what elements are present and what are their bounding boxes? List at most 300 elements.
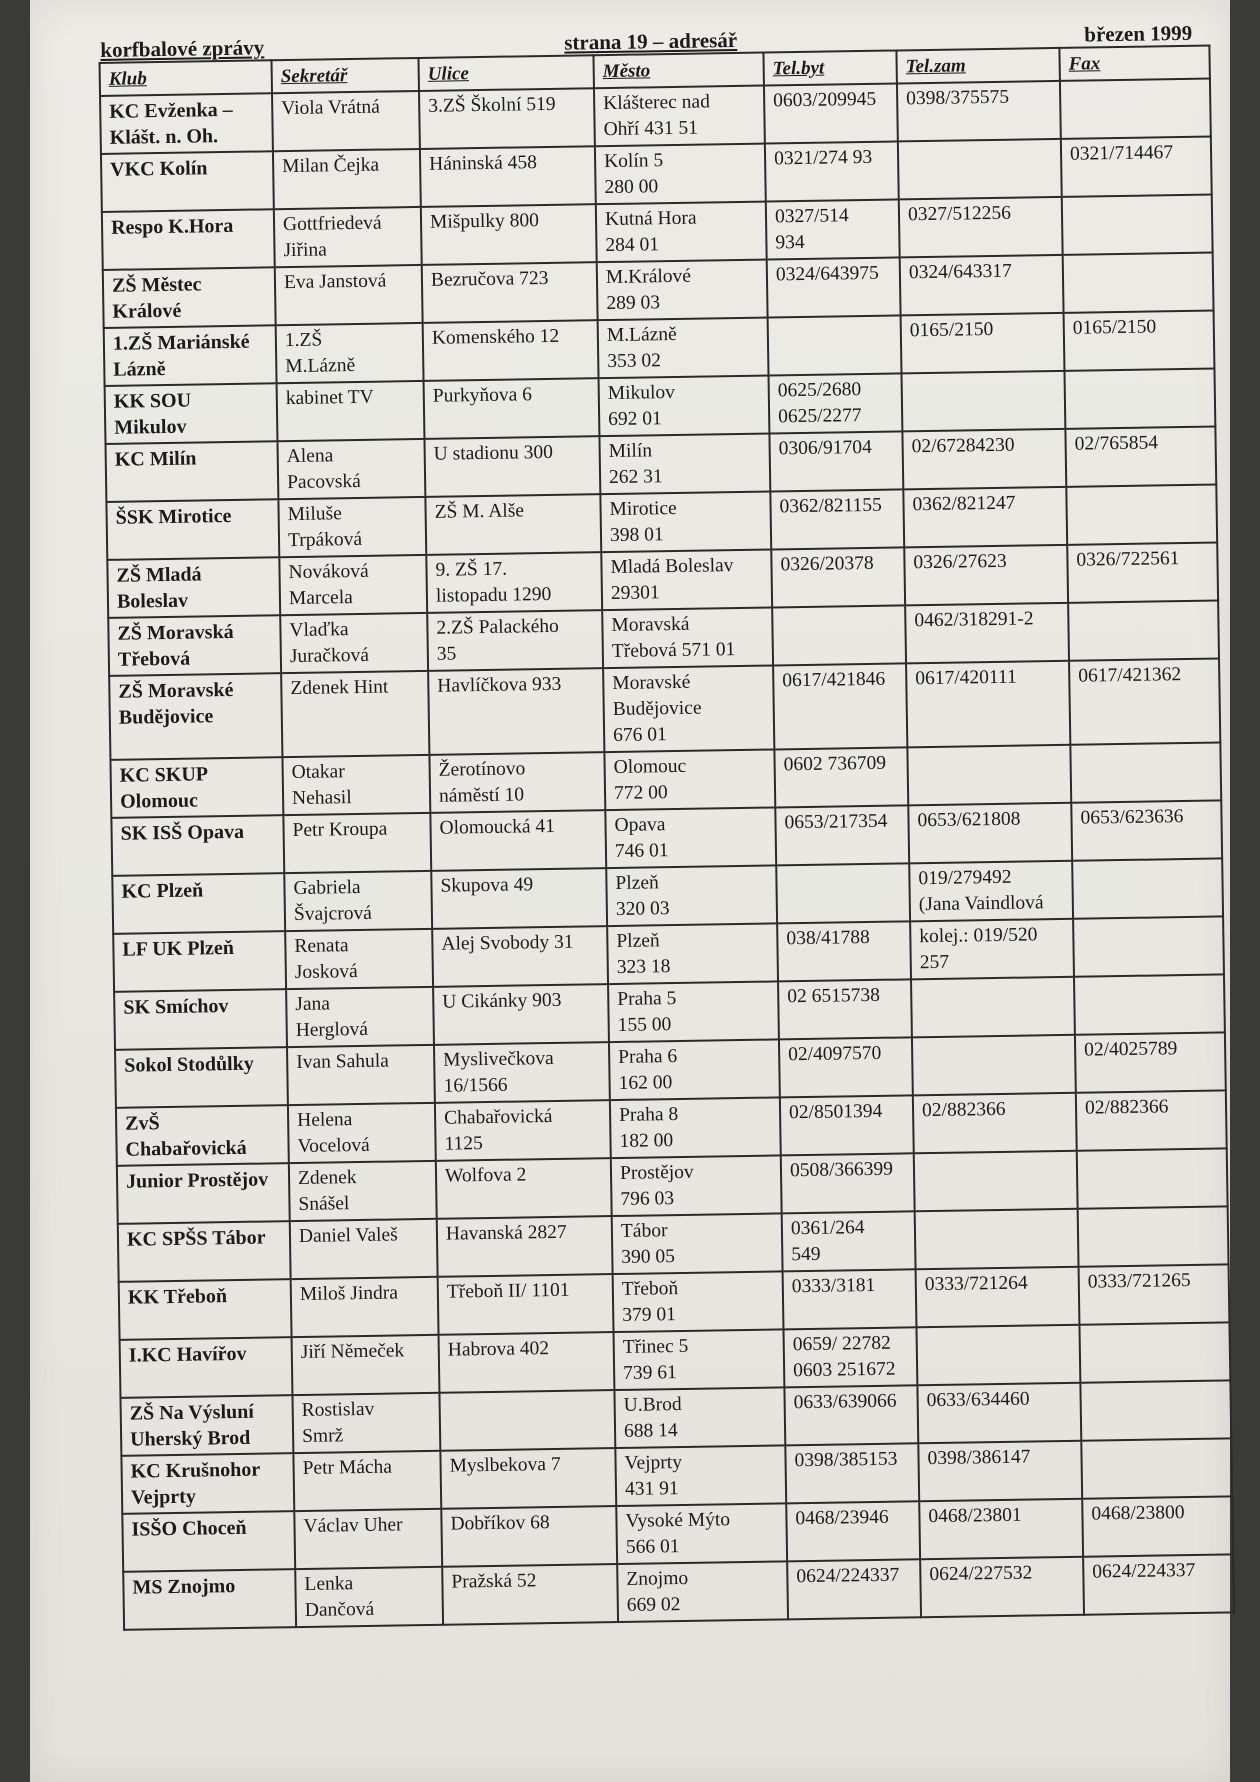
secretary-cell-line: Jiří Němeček <box>300 1340 405 1363</box>
club-cell <box>122 1511 295 1572</box>
tel-home-cell <box>765 141 899 201</box>
city-cell <box>604 749 775 810</box>
street-cell-line: 9. ZŠ 17. <box>435 558 508 581</box>
tel-work-cell-line: 0398/375575 <box>906 86 1010 110</box>
city-cell-line: Klášterec nad <box>603 91 711 115</box>
secretary-cell-line: Gabriela <box>293 876 361 900</box>
fax-cell <box>1079 1264 1230 1324</box>
tel-home-cell <box>769 373 903 433</box>
club-cell-line: ZŠ Mladá <box>116 563 202 587</box>
club-cell <box>109 673 282 760</box>
city-cell-line: Moravská <box>611 613 690 637</box>
club-cell-line: KC SPŠS Tábor <box>126 1226 266 1251</box>
secretary-cell-line: Marcela <box>288 587 353 610</box>
tel-work-cell <box>911 977 1075 1038</box>
tel-work-cell-line: 257 <box>919 951 950 974</box>
city-cell-line: 155 00 <box>617 1014 672 1036</box>
club-cell <box>118 1221 291 1282</box>
club-cell-line: KK SOU <box>113 389 192 413</box>
street-cell-line: Wolfova 2 <box>444 1164 527 1187</box>
secretary-cell <box>272 91 420 151</box>
club-cell <box>120 1337 293 1398</box>
city-cell-line: 323 18 <box>616 956 671 978</box>
city-cell-line: 289 03 <box>606 292 661 315</box>
secretary-cell-line: Zdenek <box>297 1167 357 1189</box>
tel-work-cell-line: 0333/721264 <box>924 1272 1028 1296</box>
tel-home-cell <box>773 663 907 749</box>
tel-home-cell-line: 0398/385153 <box>794 1448 898 1472</box>
tel-work-cell <box>901 313 1065 374</box>
tel-work-cell-line: 0324/643317 <box>908 260 1012 284</box>
club-cell-line: ISŠO Choceň <box>131 1516 247 1541</box>
city-cell-line: 390 05 <box>621 1246 676 1268</box>
secretary-cell-line: Švajcrová <box>293 902 373 926</box>
secretary-cell <box>288 1103 436 1163</box>
city-cell-line: 29301 <box>610 582 660 605</box>
city-cell <box>613 1271 784 1332</box>
fax-cell <box>1076 1090 1227 1150</box>
street-cell <box>434 1042 610 1103</box>
tel-work-cell-line: 02/882366 <box>921 1098 1006 1122</box>
city-cell-line: Mikulov <box>607 381 676 405</box>
fax-cell <box>1079 1322 1230 1382</box>
street-cell-line: Purkyňova 6 <box>432 384 533 407</box>
tel-home-cell-line: 0508/366399 <box>789 1158 894 1182</box>
street-cell-line: U Cikánky 903 <box>442 989 562 1013</box>
street-cell-line: ZŠ M. Alše <box>434 500 525 523</box>
street-cell <box>419 88 595 149</box>
street-cell-line: náměstí 10 <box>438 784 525 807</box>
street-cell <box>426 552 602 613</box>
club-cell-line: Sokol Stodůlky <box>124 1052 254 1077</box>
club-cell-line: KC Milín <box>114 447 197 471</box>
city-cell-line: Moravské <box>612 671 691 695</box>
street-cell-line: Myslbekova 7 <box>449 1453 561 1477</box>
fax-cell <box>1074 974 1225 1034</box>
tel-home-cell <box>786 1501 920 1561</box>
tel-home-cell <box>779 1037 913 1097</box>
city-cell-line: Tábor <box>620 1220 668 1242</box>
city-cell-line: 796 03 <box>620 1188 675 1210</box>
street-cell <box>439 1332 615 1393</box>
secretary-cell-line: Trpáková <box>287 528 363 552</box>
street-cell-line: Havanská 2827 <box>445 1221 567 1245</box>
tel-work-cell-line: 0165/2150 <box>909 318 994 342</box>
tel-work-cell-line: 0398/386147 <box>927 1446 1031 1470</box>
club-cell <box>102 209 275 270</box>
issue-date: březen 1999 <box>1084 20 1193 47</box>
secretary-cell <box>279 555 427 615</box>
city-cell <box>595 144 766 205</box>
secretary-cell <box>280 613 428 673</box>
street-cell <box>428 668 604 755</box>
secretary-cell-line: Václav Uher <box>303 1514 403 1537</box>
tel-work-cell-line: 019/279492 <box>918 866 1012 890</box>
city-cell-line: Plzeň <box>615 872 659 894</box>
club-cell-line: VKC Kolín <box>110 157 208 181</box>
club-cell <box>108 615 281 676</box>
secretary-cell <box>286 987 434 1047</box>
city-cell-line: Mirotice <box>609 497 677 521</box>
tel-home-cell-line: 0625/2277 <box>777 405 862 428</box>
city-cell-line: 320 03 <box>615 898 670 920</box>
fax-cell <box>1065 426 1216 486</box>
tel-work-cell-line: 0362/821247 <box>912 492 1016 516</box>
tel-work-cell-line: 0468/23801 <box>928 1504 1022 1528</box>
secretary-cell <box>277 439 425 499</box>
street-cell-line: Myslivečkova <box>443 1047 554 1071</box>
fax-cell <box>1068 600 1219 660</box>
city-cell-line: Praha 6 <box>618 1046 678 1068</box>
city-cell-line: 669 02 <box>626 1594 681 1616</box>
tel-home-cell-line: 0625/2680 <box>777 379 862 402</box>
tel-work-cell <box>919 1499 1083 1560</box>
street-cell-line: U stadionu 300 <box>433 441 554 465</box>
street-cell <box>421 204 597 265</box>
street-cell-line: 35 <box>436 643 457 665</box>
secretary-cell <box>278 497 426 557</box>
secretary-cell <box>273 149 421 209</box>
tel-home-cell-line: 038/41788 <box>786 926 870 950</box>
city-cell-line: 688 14 <box>623 1420 678 1442</box>
fax-cell-line: 0468/23800 <box>1091 1502 1185 1525</box>
tel-home-cell <box>783 1327 917 1387</box>
secretary-cell-line: Pacovská <box>286 470 361 494</box>
city-cell-line: 398 01 <box>609 524 664 547</box>
secretary-cell <box>276 323 424 383</box>
tel-home-cell <box>775 805 909 865</box>
city-cell <box>598 318 769 379</box>
street-cell <box>424 378 600 439</box>
club-cell-line: KK Třeboň <box>127 1285 228 1309</box>
city-cell <box>614 1387 785 1448</box>
secretary-cell-line: Milan Čejka <box>282 154 380 178</box>
club-cell-line: Chabařovická <box>125 1136 247 1161</box>
city-cell <box>612 1213 783 1274</box>
tel-home-cell-line: 934 <box>775 231 805 254</box>
street-cell <box>439 1390 615 1451</box>
city-cell-line: Vysoké Mýto <box>625 1509 731 1532</box>
fax-cell <box>1071 800 1222 860</box>
secretary-cell <box>292 1393 440 1453</box>
publication-title: korfbalové zprávy <box>100 35 265 62</box>
tel-home-cell-line: 0362/821155 <box>779 494 882 518</box>
street-cell <box>441 1506 617 1567</box>
city-cell <box>608 981 779 1042</box>
tel-home-cell <box>777 921 911 981</box>
city-cell-line: U.Brod <box>623 1394 682 1416</box>
city-cell-line: Ohří 431 51 <box>603 117 699 141</box>
fax-cell <box>1081 1438 1232 1498</box>
tel-work-cell-line: kolej.: 019/520 <box>919 924 1038 948</box>
tel-home-cell-line: 0333/3181 <box>791 1274 876 1298</box>
club-cell <box>110 757 283 818</box>
city-cell <box>597 260 768 321</box>
street-cell <box>435 1100 611 1161</box>
secretary-cell-line: Petr Kroupa <box>292 818 388 842</box>
tel-home-cell-line: 0468/23946 <box>795 1506 889 1530</box>
column-header-fax: Fax <box>1059 46 1209 81</box>
club-cell-line: ŠSK Mirotice <box>115 504 232 529</box>
club-cell <box>120 1395 293 1456</box>
street-cell-line: Havlíčkova 933 <box>437 673 562 697</box>
tel-home-cell <box>769 431 903 491</box>
tel-work-cell <box>910 919 1074 980</box>
secretary-cell-line: Juračková <box>289 644 370 668</box>
club-cell-line: ZvŠ <box>125 1112 160 1135</box>
city-cell-line: 182 00 <box>619 1130 674 1152</box>
city-cell <box>605 807 776 868</box>
club-cell-line: Králové <box>112 299 182 323</box>
secretary-cell-line: M.Lázně <box>285 355 356 378</box>
fax-cell-line: 0653/623636 <box>1080 806 1184 829</box>
tel-home-cell <box>764 83 898 143</box>
tel-home-cell-line: 02 6515738 <box>787 984 881 1008</box>
tel-work-cell <box>897 81 1061 142</box>
club-cell <box>123 1569 296 1630</box>
street-cell <box>427 610 603 671</box>
secretary-cell-line: Rostislav <box>301 1398 375 1421</box>
city-cell <box>610 1097 781 1158</box>
street-cell <box>431 868 607 929</box>
secretary-cell-line: Lenka <box>304 1573 354 1595</box>
tel-work-cell <box>916 1325 1080 1386</box>
city-cell-line: 162 00 <box>618 1072 673 1094</box>
tel-home-cell <box>768 315 902 375</box>
club-cell <box>117 1163 290 1224</box>
club-cell-line: Respo K.Hora <box>110 214 234 239</box>
table-body <box>100 79 1234 1630</box>
club-cell-line: Boleslav <box>116 589 189 613</box>
fax-cell-line: 02/4025789 <box>1083 1038 1178 1061</box>
club-cell-line: KC Plzeň <box>121 879 204 903</box>
secretary-cell <box>275 265 423 325</box>
street-cell-line: Alej Svobody 31 <box>441 931 574 955</box>
club-cell-line: Klášt. n. Oh. <box>109 125 219 149</box>
fax-cell-line: 0165/2150 <box>1072 316 1157 339</box>
tel-home-cell-line: 0633/639066 <box>793 1390 897 1414</box>
street-cell-line: Olomoucká 41 <box>439 815 556 839</box>
tel-work-cell-line: 0653/621808 <box>917 808 1021 832</box>
fax-cell-line: 0333/721265 <box>1087 1269 1191 1293</box>
city-cell-line: 431 91 <box>624 1478 679 1500</box>
tel-home-cell <box>780 1095 914 1155</box>
tel-work-cell <box>905 603 1069 664</box>
city-cell <box>602 607 773 668</box>
fax-cell <box>1060 79 1211 139</box>
secretary-cell-line: Helena <box>296 1109 353 1132</box>
tel-home-cell <box>771 547 905 607</box>
tel-home-cell-line: 0326/20378 <box>780 552 874 576</box>
street-cell <box>438 1274 614 1335</box>
club-cell-line: Junior Prostějov <box>125 1168 269 1193</box>
street-cell <box>442 1564 618 1625</box>
tel-work-cell <box>912 1035 1076 1096</box>
fax-cell-line: 0624/224337 <box>1092 1559 1196 1583</box>
fax-cell <box>1070 742 1221 802</box>
fax-cell <box>1069 658 1220 744</box>
secretary-cell <box>287 1045 435 1105</box>
secretary-cell-line: Nováková <box>288 560 369 584</box>
city-cell-line: Prostějov <box>619 1161 694 1184</box>
street-cell <box>433 984 609 1045</box>
tel-home-cell-line: 0603/209945 <box>773 88 877 112</box>
city-cell-line: 280 00 <box>604 176 659 199</box>
secretary-cell-line: Alena <box>286 445 334 468</box>
fax-cell <box>1083 1554 1234 1614</box>
street-cell-line: Mišpulky 800 <box>429 210 540 233</box>
club-cell <box>103 267 276 328</box>
tel-home-cell <box>767 257 901 317</box>
tel-home-cell <box>766 199 900 259</box>
column-header-street: Ulice <box>418 55 593 91</box>
street-cell <box>420 146 596 207</box>
tel-work-cell <box>900 255 1064 316</box>
column-header-secretary: Sekretář <box>271 58 419 93</box>
street-cell-line: 16/1566 <box>443 1074 508 1097</box>
club-cell <box>105 383 278 444</box>
secretary-cell <box>284 871 432 931</box>
club-cell-line: ZŠ Na Výsluní <box>129 1400 255 1425</box>
tel-work-cell <box>920 1557 1084 1618</box>
fax-cell <box>1062 195 1213 255</box>
club-cell <box>115 1047 288 1108</box>
tel-work-cell-line: 0624/227532 <box>929 1562 1033 1586</box>
fax-cell <box>1072 858 1223 918</box>
city-cell-line: Milín <box>608 440 653 463</box>
tel-home-cell-line: 0624/224337 <box>796 1564 900 1588</box>
tel-work-cell <box>904 545 1068 606</box>
street-cell-line: listopadu 1290 <box>435 583 552 607</box>
street-cell-line: Pražská 52 <box>451 1570 537 1593</box>
street-cell <box>425 494 601 555</box>
street-cell-line: 2.ZŠ Palackého <box>436 615 559 639</box>
club-cell-line: Mikulov <box>114 415 187 439</box>
city-cell-line: Třinec 5 <box>622 1335 689 1358</box>
tel-work-cell <box>915 1209 1079 1270</box>
street-cell-line: Třeboň II/ 1101 <box>446 1279 570 1303</box>
tel-work-cell <box>906 661 1070 748</box>
street-cell-line: Komenského 12 <box>431 325 560 349</box>
fax-cell-line: 02/765854 <box>1074 432 1159 455</box>
secretary-cell-line: Viola Vrátná <box>281 96 380 120</box>
city-cell-line: Olomouc <box>613 755 687 778</box>
club-cell <box>121 1453 294 1514</box>
city-cell-line: Třebová 571 01 <box>611 639 736 663</box>
club-cell-line: KC Evženka – <box>109 98 233 123</box>
tel-home-cell <box>778 979 912 1039</box>
city-cell-line: Praha 5 <box>617 988 677 1010</box>
fax-cell <box>1082 1496 1233 1556</box>
tel-work-cell <box>917 1383 1081 1444</box>
secretary-cell-line: kabinet TV <box>285 386 374 410</box>
club-cell-line: ZŠ Městec <box>111 273 202 297</box>
city-cell <box>616 1503 787 1564</box>
secretary-cell-line: Jiřina <box>283 239 327 262</box>
tel-home-cell-line: 0327/514 <box>774 205 849 228</box>
city-cell-line: 746 01 <box>614 840 669 862</box>
street-cell-line: Bezručova 723 <box>430 267 549 291</box>
city-cell-line: Kutná Hora <box>604 207 697 231</box>
city-cell <box>617 1561 788 1622</box>
club-cell <box>112 873 285 934</box>
street-cell <box>424 436 600 497</box>
tel-work-cell-line: 0326/27623 <box>913 550 1007 574</box>
city-cell-line: Znojmo <box>626 1567 689 1590</box>
secretary-cell-line: 1.ZŠ <box>284 329 323 352</box>
city-cell-line: 284 01 <box>605 234 660 257</box>
city-cell-line: 379 01 <box>622 1304 677 1326</box>
club-cell-line: SK ISŠ Opava <box>120 820 245 845</box>
secretary-cell-line: Ivan Sahula <box>296 1050 390 1074</box>
city-cell-line: Plzeň <box>616 930 660 952</box>
street-cell-line: Skupova 49 <box>440 874 534 897</box>
tel-home-cell-line: 0324/643975 <box>775 262 880 286</box>
club-cell <box>113 931 286 992</box>
club-cell-line: LF UK Plzeň <box>122 936 235 961</box>
street-cell <box>437 1216 613 1277</box>
club-cell-line: MS Znojmo <box>132 1575 236 1599</box>
tel-work-cell-line: 02/67284230 <box>911 434 1015 458</box>
city-cell <box>611 1155 782 1216</box>
column-header-club: Klub <box>100 60 272 96</box>
secretary-cell <box>292 1335 440 1395</box>
tel-work-cell <box>914 1151 1078 1212</box>
tel-work-cell-line: 0462/318291-2 <box>914 608 1034 632</box>
secretary-cell <box>294 1509 442 1569</box>
secretary-cell <box>274 207 422 267</box>
page-number-title: strana 19 – adresář <box>564 27 738 55</box>
fax-cell <box>1061 137 1212 197</box>
club-cell <box>116 1105 289 1166</box>
secretary-cell-line: Eva Janstová <box>283 270 387 294</box>
tel-home-cell-line: 02/4097570 <box>788 1042 882 1066</box>
fax-cell-line: 0321/714467 <box>1069 142 1174 165</box>
secretary-cell-line: Gottfriedevá <box>282 212 382 236</box>
club-cell <box>119 1279 292 1340</box>
street-cell <box>423 320 599 381</box>
secretary-cell-line: Miloš Jindra <box>299 1282 399 1305</box>
fax-cell <box>1080 1380 1231 1440</box>
tel-home-cell-line: 549 <box>791 1243 821 1266</box>
tel-home-cell <box>781 1153 915 1213</box>
street-cell-line: Žerotínovo <box>438 758 526 781</box>
tel-work-cell <box>903 487 1067 548</box>
fax-cell-line: 0617/421362 <box>1078 664 1182 687</box>
street-cell-line: Habrova 402 <box>447 1338 550 1361</box>
club-cell <box>111 815 284 876</box>
club-cell-line: Vejprty <box>130 1485 197 1509</box>
secretary-cell-line: Snášel <box>298 1193 350 1215</box>
city-cell <box>599 376 770 437</box>
tel-work-cell <box>916 1267 1080 1328</box>
club-cell <box>106 441 279 502</box>
city-cell-line: 676 01 <box>612 724 667 746</box>
city-cell-line: 772 00 <box>613 782 668 804</box>
club-cell-line: SK Smíchov <box>123 995 229 1019</box>
secretary-cell-line: Dančová <box>304 1598 375 1621</box>
secretary-cell-line: Smrž <box>301 1425 344 1447</box>
tel-work-cell <box>898 139 1062 200</box>
secretary-cell-line: Josková <box>294 961 358 984</box>
city-cell <box>601 549 772 610</box>
secretary-cell-line: Vlaďka <box>289 619 349 642</box>
fax-cell <box>1075 1032 1226 1092</box>
tel-work-cell <box>913 1093 1077 1154</box>
secretary-cell-line: Renata <box>294 935 349 958</box>
city-cell-line: Opava <box>614 814 666 836</box>
club-cell <box>104 325 277 386</box>
